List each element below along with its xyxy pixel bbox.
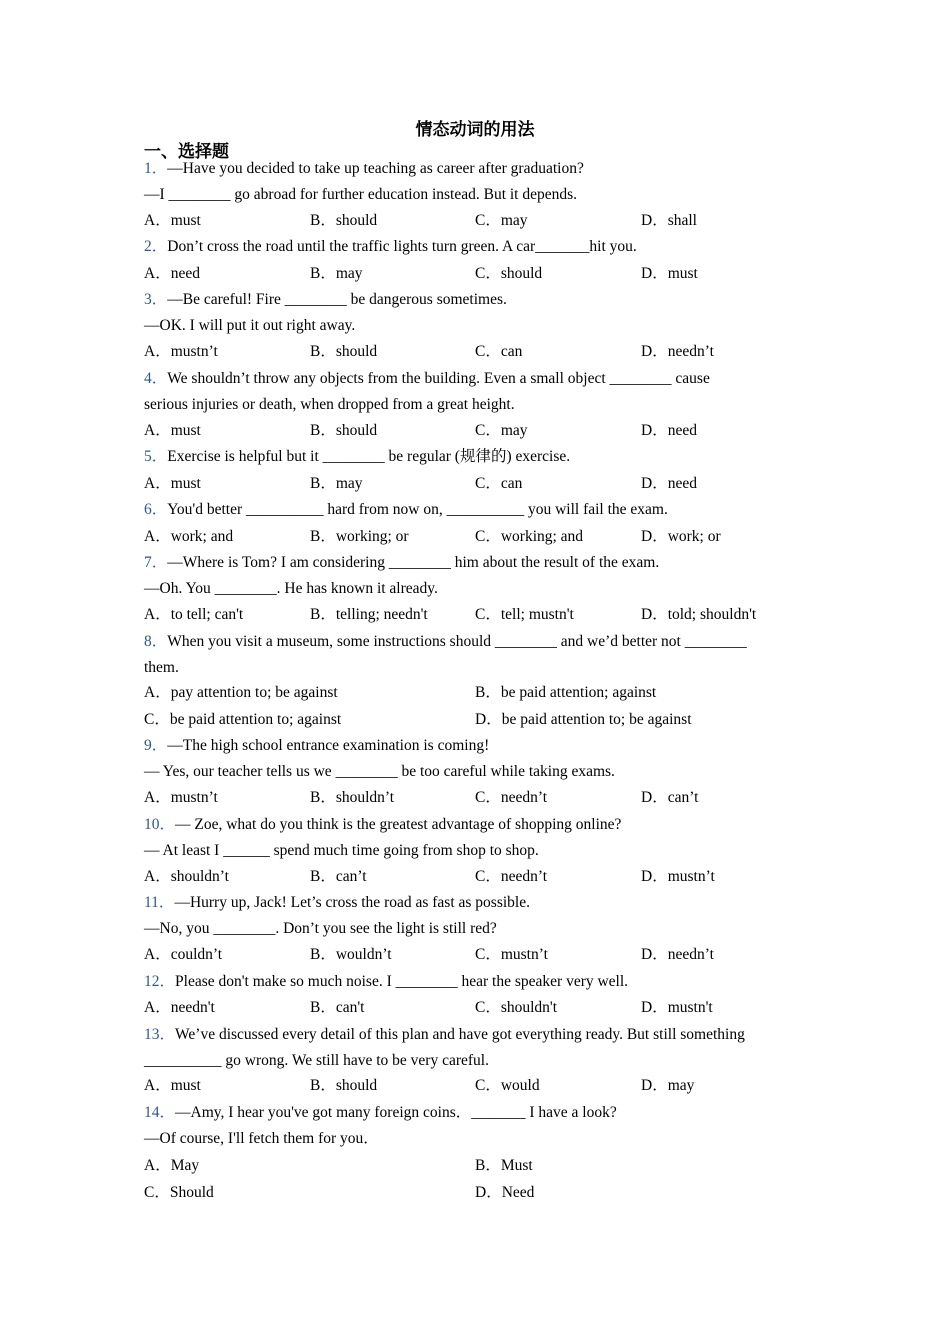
question-text: —Have you decided to take up teaching as career after graduation? [167,160,584,177]
question-number: 13． [144,1026,176,1043]
question-7-line-1 [144,553,659,573]
question-text: Please don't make so much noise. I ________ hear the speaker very well. [175,973,629,990]
question-8-option-b: B．be paid attention; against [475,684,657,701]
question-3-option-c: C．can [475,343,523,360]
question-text: You'd better __________ hard from now on, __________ you will fail the exam. [167,501,668,518]
question-number: 6． [144,501,168,518]
question-number: 2． [144,238,168,255]
page-title: 情态动词的用法 [415,120,535,140]
question-14-line-2 [144,1129,379,1149]
question-6-line-1 [144,500,668,520]
question-14-option-b: B．Must [475,1157,533,1174]
question-number: 1． [144,160,168,177]
question-text: —Of course, I'll fetch them for you． [144,1130,379,1147]
question-3-option-a: A．mustn’t [144,343,218,360]
question-5-option-d: D．need [641,475,697,492]
question-8-line-2 [144,658,179,678]
question-text: — Zoe, what do you think is the greatest advantage of shopping online? [175,816,622,833]
question-1-option-c: C．may [475,212,528,229]
question-2-option-a: A．need [144,265,200,282]
question-13-option-d: D．may [641,1077,695,1094]
question-2-line-1 [144,237,637,257]
question-4-option-a: A．must [144,422,201,439]
question-7-option-c: C．tell; mustn't [475,606,574,623]
question-13-line-2 [144,1051,489,1071]
question-8-option-d: D．be paid attention to; be against [475,711,692,728]
question-14-option-d: D．Need [475,1184,535,1201]
question-text: serious injuries or death, when dropped from a great height. [144,396,515,413]
question-10-line-2 [144,841,539,861]
question-14-line-1 [144,1103,617,1123]
question-2-option-d: D．must [641,265,698,282]
question-7-line-2 [144,579,438,599]
question-number: 4． [144,370,168,387]
question-10-option-c: C．needn’t [475,868,548,885]
question-text: —I ________ go abroad for further education instead. But it depends. [144,186,578,203]
question-text: We shouldn’t throw any objects from the building. Even a small object ________ cause [167,370,710,387]
question-8-line-1 [144,632,747,652]
question-text: —Oh. You ________. He has known it already. [144,580,438,597]
question-number: 8． [144,633,168,650]
question-9-option-c: C．needn’t [475,789,548,806]
question-6-option-d: D．work; or [641,528,721,545]
question-text: —Amy, I hear you've got many foreign coins．_______ I have a look? [175,1104,617,1121]
question-7-option-d: D．told; shouldn't [641,606,757,623]
question-11-option-c: C．mustn’t [475,946,548,963]
question-12-option-b: B．can't [310,999,365,1016]
question-text: —The high school entrance examination is coming! [167,737,490,754]
question-number: 11． [144,894,175,911]
question-text: Exercise is helpful but it ________ be regular (规律的) exercise. [167,448,571,465]
question-12-option-d: D．mustn't [641,999,713,1016]
question-11-option-a: A．couldn’t [144,946,223,963]
question-10-line-1 [144,815,621,835]
question-5-line-1 [144,447,570,467]
question-14-option-c: C．Should [144,1184,214,1201]
question-5-option-a: A．must [144,475,201,492]
question-10-option-d: D．mustn’t [641,868,715,885]
question-7-option-b: B．telling; needn't [310,606,428,623]
question-number: 12． [144,973,176,990]
question-13-line-1 [144,1025,745,1045]
question-1-line-1 [144,159,584,179]
question-number: 3． [144,291,168,308]
question-6-option-c: C．working; and [475,528,584,545]
question-4-option-c: C．may [475,422,528,439]
question-text: —OK. I will put it out right away. [144,317,356,334]
question-number: 10． [144,816,176,833]
question-text: —Hurry up, Jack! Let’s cross the road as fast as possible. [174,894,530,911]
question-text: — Yes, our teacher tells us we ________ be too careful while taking exams. [144,763,615,780]
question-2-option-b: B．may [310,265,363,282]
question-7-option-a: A．to tell; can't [144,606,244,623]
question-11-line-2 [144,919,497,939]
question-3-line-2 [144,316,355,336]
question-13-option-a: A．must [144,1077,201,1094]
question-3-option-b: B．should [310,343,378,360]
question-5-option-b: B．may [310,475,363,492]
question-5-option-c: C．can [475,475,523,492]
question-12-option-a: A．needn't [144,999,215,1016]
question-1-option-d: D．shall [641,212,697,229]
question-text: When you visit a museum, some instructions should ________ and we’d better not ________ [167,633,747,650]
question-4-line-2 [144,395,515,415]
question-6-option-a: A．work; and [144,528,234,545]
question-text: them. [144,659,179,676]
question-number: 7． [144,554,168,571]
question-number: 14． [144,1104,176,1121]
question-11-line-1 [144,893,530,913]
question-4-option-d: D．need [641,422,697,439]
question-number: 9． [144,737,168,754]
question-3-line-1 [144,290,507,310]
question-text: —Be careful! Fire ________ be dangerous sometimes. [167,291,507,308]
question-9-option-b: B．shouldn’t [310,789,395,806]
question-4-line-1 [144,369,710,389]
question-9-line-2 [144,762,615,782]
question-9-option-d: D．can’t [641,789,699,806]
question-1-option-a: A．must [144,212,201,229]
question-10-option-a: A．shouldn’t [144,868,229,885]
question-1-line-2 [144,185,577,205]
question-8-option-a: A．pay attention to; be against [144,684,338,701]
question-13-option-c: C．would [475,1077,540,1094]
question-number: 5． [144,448,168,465]
question-12-option-c: C．shouldn't [475,999,558,1016]
question-text: Don’t cross the road until the traffic lights turn green. A car_______hit you. [167,238,637,255]
question-1-option-b: B．should [310,212,378,229]
question-10-option-b: B．can’t [310,868,367,885]
question-13-option-b: B．should [310,1077,378,1094]
question-12-line-1 [144,972,628,992]
question-text: — At least I ______ spend much time going from shop to shop. [144,842,539,859]
question-text: —Where is Tom? I am considering ________ him about the result of the exam. [167,554,660,571]
question-text: __________ go wrong. We still have to be very careful. [144,1052,489,1069]
question-text: —No, you ________. Don’t you see the light is still red? [144,920,497,937]
question-8-option-c: C．be paid attention to; against [144,711,342,728]
question-9-line-1 [144,736,489,756]
question-text: We’ve discussed every detail of this plan and have got everything ready. But still something [175,1026,745,1043]
question-9-option-a: A．mustn’t [144,789,218,806]
question-3-option-d: D．needn’t [641,343,714,360]
section-heading: 一、选择题 [144,142,229,162]
question-4-option-b: B．should [310,422,378,439]
question-14-option-a: A．May [144,1157,200,1174]
question-6-option-b: B．working; or [310,528,409,545]
question-11-option-d: D．needn’t [641,946,714,963]
question-2-option-c: C．should [475,265,543,282]
question-11-option-b: B．wouldn’t [310,946,392,963]
